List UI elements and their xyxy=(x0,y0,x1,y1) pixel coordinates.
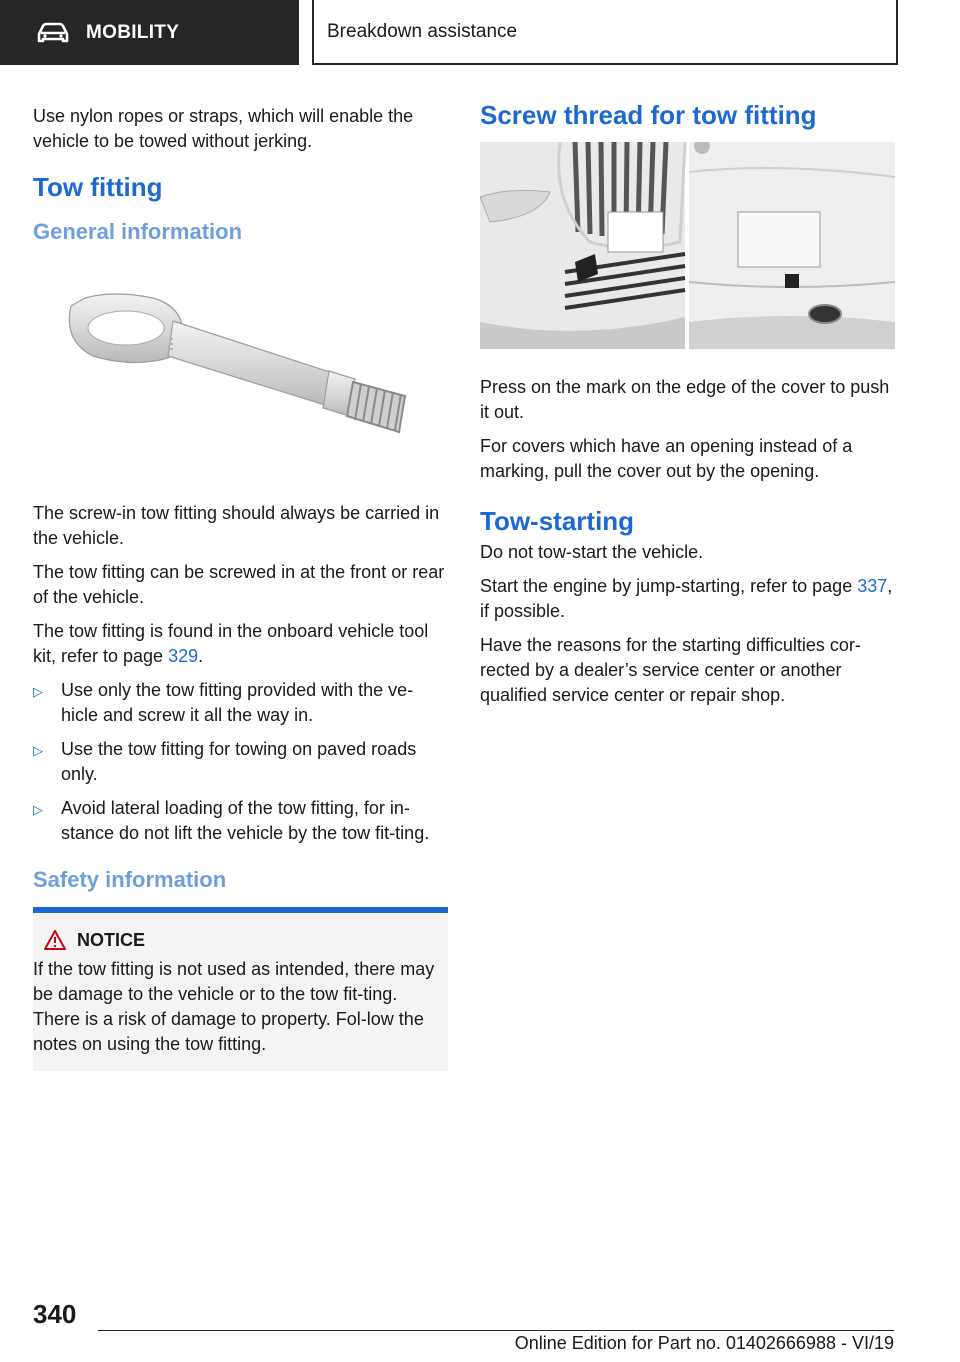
notice-box xyxy=(33,907,448,1071)
page-number: 340 xyxy=(33,1299,77,1329)
tow-fitting-instructions xyxy=(33,678,447,846)
notice-title: NOTICE xyxy=(77,929,146,950)
press-mark-text: Press on the mark on the edge of the cover to push it out. xyxy=(480,377,890,422)
intro-text: Use nylon ropes or straps, which will enable the vehicle to be towed without jerking. xyxy=(33,106,414,151)
bumper-cover-photo xyxy=(480,142,895,349)
starting-difficulties-text: Have the reasons for the starting difficulties cor‐rected by a dealer’s service center or another qualified service center or repair shop. xyxy=(480,635,861,705)
section-title: MOBILITY xyxy=(86,21,180,43)
chapter-title: Breakdown assistance xyxy=(327,20,518,42)
list-item: ▷ Avoid lateral loading of the tow fitting, for in‐stance do not lift the vehicle by the tow fit‐ting. xyxy=(33,798,430,843)
triangle-bullet-icon: ▷ xyxy=(33,684,43,699)
chapter-header xyxy=(312,0,898,65)
right-column xyxy=(480,100,895,717)
tow-starting-heading: Tow-starting xyxy=(480,506,635,536)
screw-thread-heading: Screw thread for tow fitting xyxy=(480,100,817,130)
section-tab xyxy=(0,0,299,65)
list-item: ▷ Use the tow fitting for towing on paved roads only. xyxy=(33,739,417,784)
opening-text: For covers which have an opening instead of a marking, pull the cover out by the opening. xyxy=(480,436,853,481)
safety-information-heading: Safety information xyxy=(33,867,227,892)
edition-note: Online Edition for Part no. 01402666988 - VI/19 xyxy=(514,1333,894,1353)
left-column xyxy=(33,104,447,1071)
tow-fitting-illustration xyxy=(33,246,447,501)
triangle-bullet-icon: ▷ xyxy=(33,743,43,758)
toolkit-text: The tow fitting is found in the onboard vehicle tool kit, refer to page 329. xyxy=(33,621,429,666)
footer-rule xyxy=(98,1330,894,1331)
screw-location-text: The tow fitting can be screwed in at the front or rear of the vehicle. xyxy=(33,562,445,607)
page-link-329[interactable]: 329 xyxy=(168,646,199,666)
carry-text: The screw-in tow fitting should always be carried in the vehicle. xyxy=(33,503,440,548)
tow-fitting-heading: Tow fitting xyxy=(33,172,163,202)
triangle-bullet-icon: ▷ xyxy=(33,802,43,817)
general-information-heading: General information xyxy=(33,219,243,244)
no-tow-start-text: Do not tow-start the vehicle. xyxy=(480,542,704,562)
list-item: ▷ Use only the tow fitting provided with the ve‐hicle and screw it all the way in. xyxy=(33,680,414,725)
warning-triangle-icon xyxy=(43,929,67,951)
notice-text: If the tow fitting is not used as intended, there may be damage to the vehicle or to the tow fit‐ting. There is a risk of damage to property. Fol‐low the notes on using the tow fitting. xyxy=(33,959,435,1054)
car-icon xyxy=(36,22,70,44)
page-link-337[interactable]: 337 xyxy=(857,576,888,596)
jump-start-text: Start the engine by jump-starting, refer to page 337, if possible. xyxy=(480,576,893,621)
